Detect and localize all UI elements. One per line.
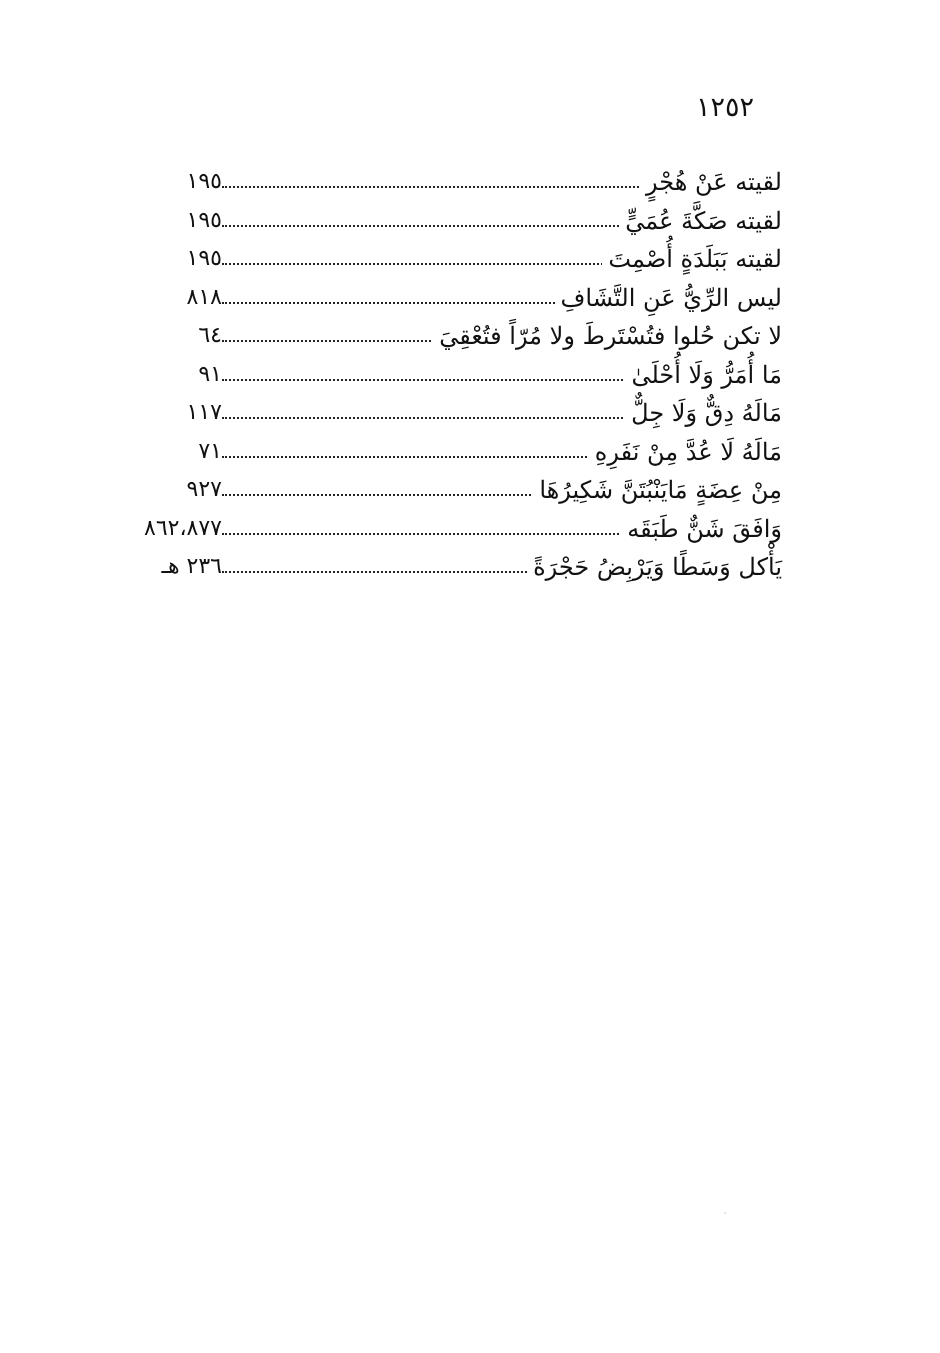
entry-text: مَالَهُ لَا عُدَّ مِنْ نَفَرِهِ xyxy=(589,435,782,469)
entry-pages: ٢٣٦ هـ xyxy=(161,554,222,579)
index-entry xyxy=(100,550,782,589)
index-entry xyxy=(100,473,782,512)
index-entry xyxy=(100,281,782,320)
entry-text: لقيته صَكَّةَ عُمَيٍّ xyxy=(619,204,782,238)
entry-text: مَا أُمَرُّ وَلَا أُحْلَىٰ xyxy=(625,358,782,392)
entry-pages: ١٩٥ xyxy=(186,246,222,271)
index-entry xyxy=(100,512,782,551)
entry-text: لقيته بَبَلَدَةٍ أُصْمِتَ xyxy=(602,242,782,276)
index-entry xyxy=(100,396,782,435)
entry-pages: ٨٦٢،٨٧٧ xyxy=(144,515,222,541)
entry-text: يَأْكل وَسَطًا وَيَرْبِضُ حَجْرَةً xyxy=(527,550,782,584)
entry-pages: ٧١ xyxy=(198,438,222,464)
entry-pages: ١٩٥ xyxy=(186,207,222,233)
entry-text: مِنْ عِضَةٍ مَايَنْبُتَنَّ شَكِيرُهَا xyxy=(533,473,782,507)
entry-text: لقيته عَنْ هُجْرٍ xyxy=(640,165,782,199)
entry-text: مَالَهُ دِقٌّ وَلَا جِلٌّ xyxy=(625,396,782,430)
entry-pages: ٨١٨ xyxy=(186,284,222,310)
page-number: ١٢٥٢ xyxy=(695,92,754,123)
entry-pages: ٩٢٧ xyxy=(186,477,222,502)
index-entry xyxy=(100,165,782,204)
entry-text: لا تكن حُلوا فتُسْتَرطَ ولا مُرّاً فتُعْقِيَ xyxy=(433,319,782,353)
scan-speck xyxy=(724,1212,726,1214)
index-entry xyxy=(100,435,782,474)
index-entry xyxy=(100,319,782,358)
entry-pages: ١٩٥ xyxy=(186,169,222,194)
entry-pages: ١١٧ xyxy=(186,400,222,425)
proverb-index-list xyxy=(100,165,782,589)
index-entry xyxy=(100,242,782,281)
index-entry xyxy=(100,358,782,397)
entry-pages: ٦٤ xyxy=(198,323,222,348)
entry-text: ليس الرِّيُّ عَنِ التَّشَافِ xyxy=(555,281,782,315)
index-entry xyxy=(100,204,782,243)
entry-text: وَافَقَ شَنٌّ طَبَقَه xyxy=(621,512,782,546)
entry-pages: ٩١ xyxy=(198,361,222,387)
